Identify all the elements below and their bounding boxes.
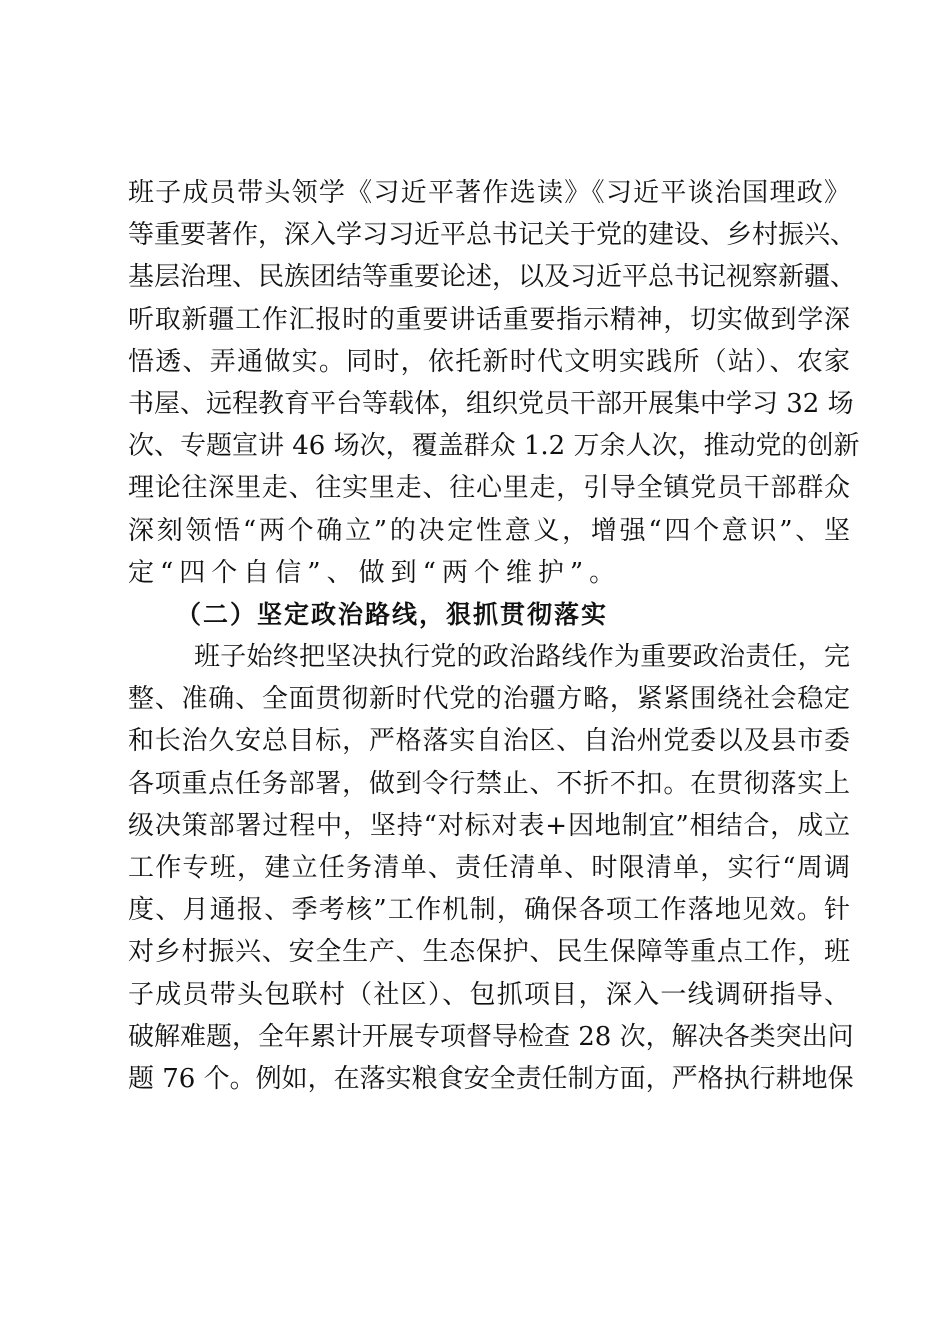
- section-heading: （二）坚定政治路线，狠抓贯彻落实: [176, 599, 609, 629]
- text-line: 理论往深里走、往实里走、往心里走，引导全镇党员干部群众: [128, 473, 850, 504]
- text-line: 班子成员带头领学《习近平著作选读》《习近平谈治国理政》: [128, 178, 850, 208]
- text-line: 破解难题，全年累计开展专项督导检查 28 次，解决各类突出问: [128, 1021, 854, 1052]
- text-line: 工作专班，建立任务清单、责任清单、时限清单，实行“周调: [128, 853, 850, 883]
- text-line: 次、专题宣讲 46 场次，覆盖群众 1.2 万余人次，推动党的创新: [128, 431, 860, 462]
- text-line: 子成员带头包联村（社区）、包抓项目，深入一线调研指导、: [128, 979, 850, 1010]
- text-line: 悟透、弄通做实。同时，依托新时代文明实践所（站）、农家: [128, 346, 850, 377]
- document-page: [128, 172, 860, 1100]
- text-line: 题 76 个。例如，在落实粮食安全责任制方面，严格执行耕地保: [128, 1063, 854, 1094]
- text-line: 基层治理、民族团结等重要论述，以及习近平总书记视察新疆、: [128, 262, 857, 293]
- text-line: 等重要著作，深入学习习近平总书记关于党的建设、乡村振兴、: [128, 220, 857, 251]
- text-line: 书屋、远程教育平台等载体，组织党员干部开展集中学习 32 场: [128, 388, 854, 419]
- text-line: 级决策部署过程中，坚持“对标对表+因地制宜”相结合，成立: [128, 810, 850, 841]
- text-line: 听取新疆工作汇报时的重要讲话重要指示精神，切实做到学深: [128, 304, 850, 335]
- text-line: 班子始终把坚决执行党的政治路线作为重要政治责任，完: [194, 642, 850, 673]
- text-line: 深刻领悟“两个确立”的决定性意义，增强“四个意识”、坚: [128, 515, 850, 546]
- paragraph-political-line: [128, 636, 854, 1100]
- text-line: 整、准确、全面贯彻新时代党的治疆方略，紧紧围绕社会稳定: [128, 684, 850, 715]
- paragraph-study-theory: [128, 172, 860, 594]
- text-line: 各项重点任务部署，做到令行禁止、不折不扣。在贯彻落实上: [128, 768, 850, 799]
- text-line: 定“四个自信”、做到“两个维护”。: [128, 557, 622, 588]
- text-line: 对乡村振兴、安全生产、生态保护、民生保障等重点工作，班: [128, 937, 850, 968]
- text-line: 和长治久安总目标，严格落实自治区、自治州党委以及县市委: [128, 726, 850, 757]
- text-line: 度、月通报、季考核”工作机制，确保各项工作落地见效。针: [128, 895, 850, 926]
